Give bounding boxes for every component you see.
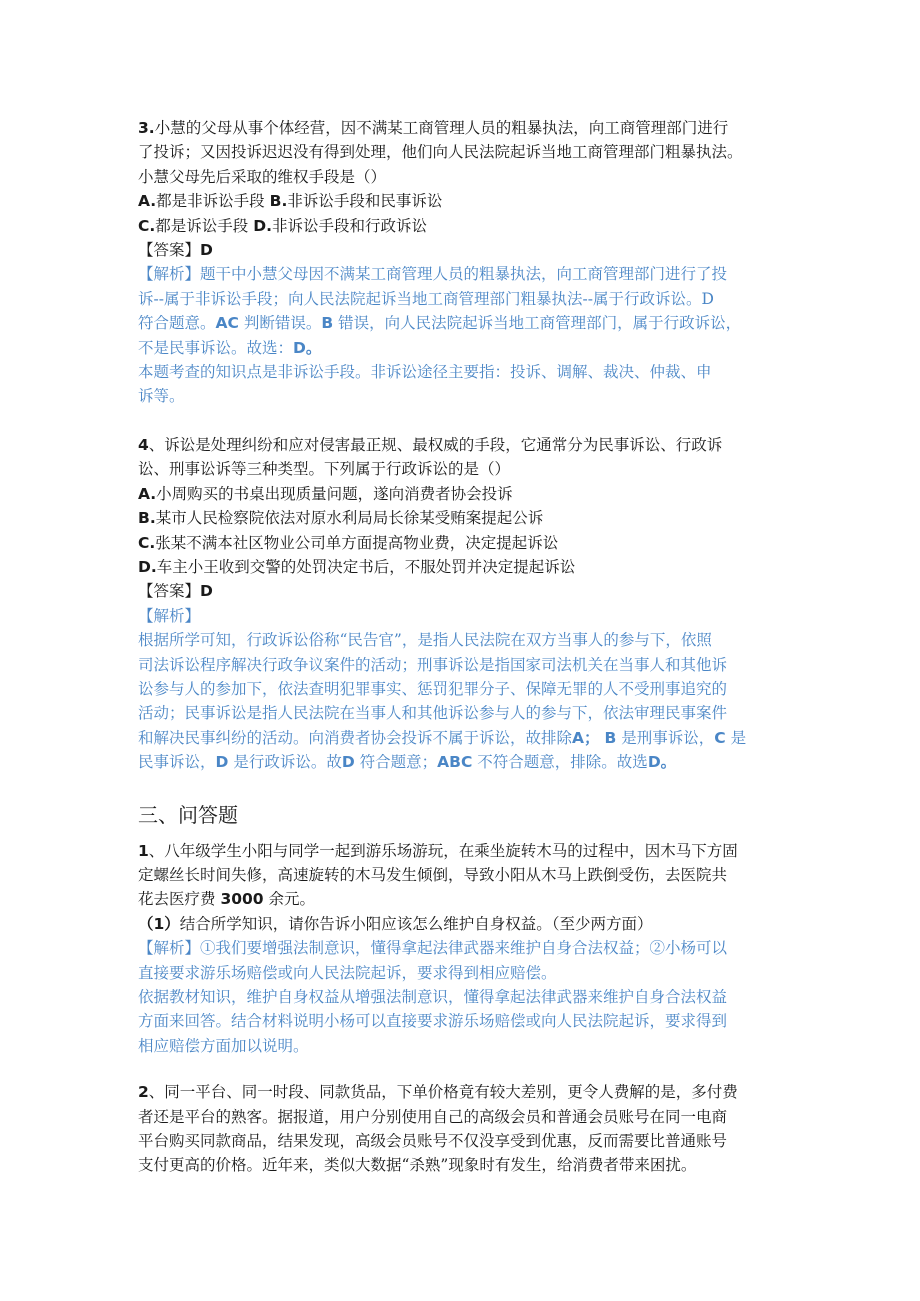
question-4-stem-line: 讼、刑事讼诉等三种类型。下列属于行政诉讼的是（） [138, 460, 511, 479]
analysis-line: 活动；民事诉讼是指人民法院在当事人和其他诉讼参与人的参与下，依法审理民事案件 [138, 704, 728, 723]
option-a: A.小周购买的书桌出现质量问题，遂向消费者协会投诉 [138, 484, 513, 503]
analysis-line: 诉--属于非诉讼手段；向人民法院起诉当地工商管理部门粗暴执法--属于行政诉讼。D [138, 289, 714, 308]
analysis-line: 民事诉讼，D 是行政诉讼。故D 符合题意；ABC 不符合题意，排除。故选D。 [138, 753, 677, 772]
answer-value: D [200, 241, 213, 260]
analysis-line: 不是民事诉讼。故选：D。 [138, 338, 322, 357]
spacer [138, 1058, 798, 1080]
option-b: B.某市人民检察院依法对原水利局局长徐某受贿案提起公诉 [138, 509, 544, 528]
section-heading: 三、问答题 [138, 802, 238, 827]
answer-value: D [200, 582, 213, 601]
analysis-line: 根据所学可知，行政诉讼俗称“民告官”，是指人民法院在双方当事人的参与下，依照 [138, 631, 712, 650]
question-4-stem-line: 4、诉讼是处理纠纷和应对侵害最正规、最权威的手段，它通常分为民事诉讼、行政诉 [138, 435, 723, 454]
answer-line: 【答案】D [138, 241, 213, 260]
analysis-line: 直接要求游乐场赔偿或向人民法院起诉，要求得到相应赔偿。 [138, 963, 557, 982]
question-3 [138, 116, 798, 409]
option-c: C.张某不满本社区物业公司单方面提高物业费，决定提起诉讼 [138, 533, 559, 552]
qa-question-2 [138, 1080, 798, 1178]
analysis-label: 【解析】 [138, 606, 201, 625]
sub-question-1: （1）结合所学知识，请你告诉小阳应该怎么维护自身权益。（至少两方面） [138, 914, 653, 933]
analysis-line: 【解析】①我们要增强法制意识，懂得拿起法律武器来维护自身合法权益；②小杨可以 [138, 939, 728, 958]
qa-1-stem-line: 1、八年级学生小阳与同学一起到游乐场游玩，在乘坐旋转木马的过程中，因木马下方固 [138, 841, 738, 860]
analysis-line: 诉等。 [138, 387, 185, 406]
qa-1-stem-line: 花去医疗费 3000 余元。 [138, 890, 316, 909]
option-d: D.车主小王收到交警的处罚决定书后，不服处罚并决定提起诉讼 [138, 557, 576, 576]
qa-2-stem-line: 支付更高的价格。近年来，类似大数据“杀熟”现象时有发生，给消费者带来困扰。 [138, 1156, 697, 1175]
question-number: 4 [138, 435, 149, 454]
page-content [138, 116, 798, 1178]
analysis-line: 符合题意。AC 判断错误。B 错误，向人民法院起诉当地工商管理部门，属于行政诉讼， [138, 314, 742, 333]
qa-2-stem-line: 2、同一平台、同一时段、同款货品，下单价格竟有较大差别，更令人费解的是，多付费 [138, 1083, 738, 1102]
question-3-stem-line: 小慧父母先后采取的维权手段是（） [138, 167, 387, 186]
analysis-label: 【解析】 [138, 265, 201, 284]
question-number: 1 [138, 841, 149, 860]
question-number: 2 [138, 1083, 149, 1102]
question-3-stem-line: 3.小慧的父母从事个体经营，因不满某工商管理人员的粗暴执法，向工商管理部门进行 [138, 119, 729, 137]
qa-question-1 [138, 839, 798, 1059]
analysis-line: 【解析】题干中小慧父母因不满某工商管理人员的粗暴执法，向工商管理部门进行了投 [138, 265, 728, 284]
analysis-line: 司法诉讼程序解决行政争议案件的活动；刑事诉讼是指国家司法机关在当事人和其他诉 [138, 655, 728, 674]
spacer [138, 775, 798, 801]
question-4 [138, 433, 798, 775]
analysis-line: 方面来回答。结合材料说明小杨可以直接要求游乐场赔偿或向人民法院起诉，要求得到 [138, 1012, 728, 1031]
analysis-line: 本题考查的知识点是非诉讼手段。非诉讼途径主要指：投诉、调解、裁决、仲裁、申 [138, 363, 712, 382]
analysis-line: 和解决民事纠纷的活动。向消费者协会投诉不属于诉讼，故排除A； B 是刑事诉讼，C 是 [138, 728, 747, 747]
question-3-options-cd: C.都是诉讼手段 D.非诉讼手段和行政诉讼 [138, 216, 427, 235]
question-number: 3. [138, 119, 155, 137]
qa-1-stem-line: 定螺丝长时间失修，高速旋转的木马发生倾倒，导致小阳从木马上跌倒受伤，去医院共 [138, 865, 728, 884]
question-3-stem-line: 了投诉；又因投诉迟迟没有得到处理，他们向人民法院起诉当地工商管理部门粗暴执法。 [138, 143, 743, 162]
answer-line: 【答案】D [138, 582, 213, 601]
analysis-line: 讼参与人的参加下，依法查明犯罪事实、惩罚犯罪分子、保障无罪的人不受刑事追究的 [138, 679, 728, 698]
qa-2-stem-line: 者还是平台的熟客。据报道，用户分别使用自己的高级会员和普通会员账号在同一电商 [138, 1107, 728, 1126]
analysis-line: 相应赔偿方面加以说明。 [138, 1036, 309, 1055]
qa-2-stem-line: 平台购买同款商品，结果发现，高级会员账号不仅没享受到优惠，反而需要比普通账号 [138, 1132, 728, 1151]
spacer [138, 409, 798, 433]
analysis-line: 依据教材知识，维护自身权益从增强法制意识，懂得拿起法律武器来维护自身合法权益 [138, 988, 728, 1006]
analysis-label: 【解析】 [138, 939, 201, 958]
question-3-options-ab: A.都是非诉讼手段 B.非诉讼手段和民事诉讼 [138, 192, 443, 211]
